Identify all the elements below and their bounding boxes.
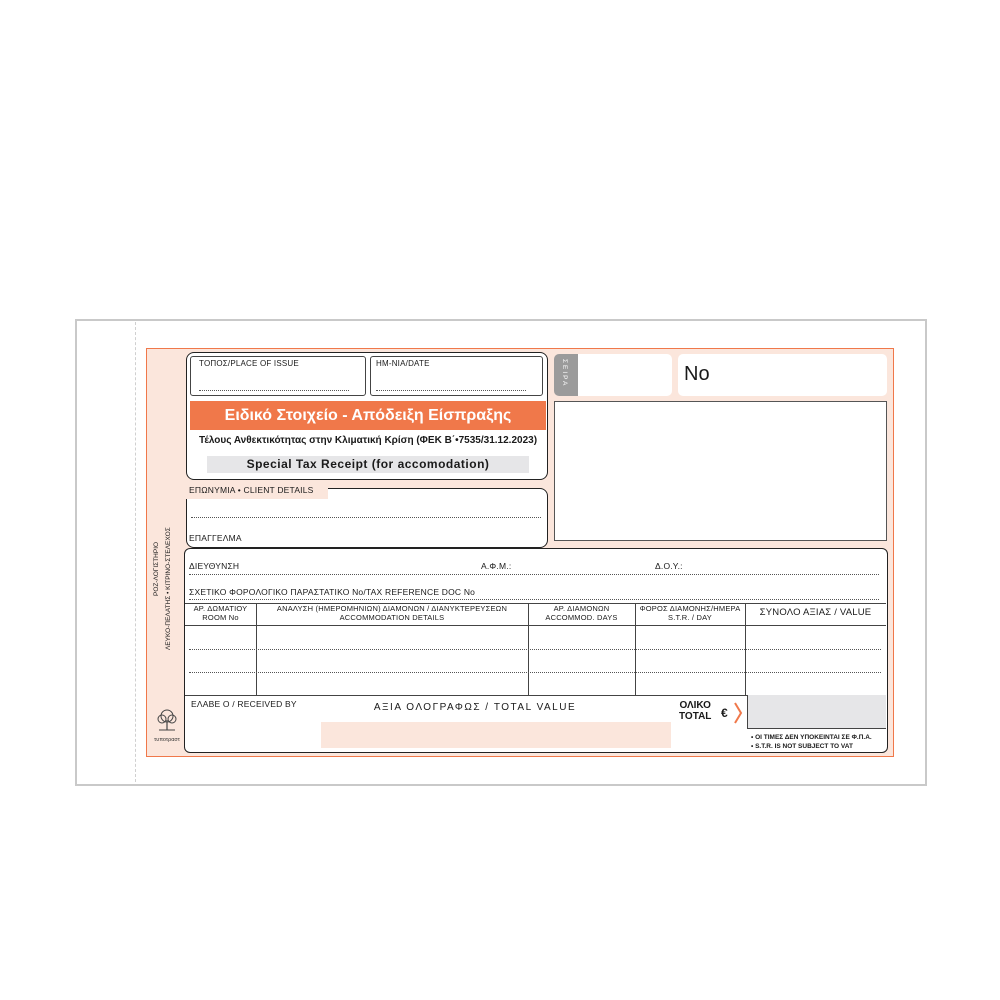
tax-office-label: Δ.Ο.Υ.: <box>655 561 683 571</box>
occupation-label: ΕΠΑΓΓΕΛΜΑ <box>189 533 242 543</box>
total-words-field[interactable] <box>321 722 671 748</box>
place-dots <box>199 390 349 391</box>
main-form-box <box>184 548 888 753</box>
place-of-issue-field[interactable] <box>190 356 366 396</box>
copy-distribution-line1: ΡΟΖ-ΛΟΓΙΣΤΗΡΙΟ <box>153 541 160 596</box>
total-amount-field[interactable] <box>747 695 886 729</box>
total-label: ΟΛΙΚΟ TOTAL <box>679 700 712 722</box>
date-field[interactable] <box>370 356 543 396</box>
english-title: Special Tax Receipt (for accomodation) <box>207 456 529 473</box>
brand-name: τυποτραστ <box>154 737 180 743</box>
perforation-line <box>135 322 136 782</box>
col-room-header: ΑΡ. ΔΩΜΑΤΙΟΥ ROOM No <box>193 604 248 622</box>
client-name-label: ΕΠΩΝΥΜΙΑ • CLIENT DETAILS <box>189 485 314 495</box>
number-label: No <box>684 363 710 385</box>
col-str-header: ΦΟΡΟΣ ΔΙΑΜΟΝΗΣ/ΗΜΕΡΑ S.T.R. / DAY <box>639 604 741 622</box>
col-value-header: ΣΥΝΟΛΟ ΑΞΙΑΣ / VALUE <box>759 607 872 618</box>
col-details-header: ΑΝΑΛΥΣΗ (ΗΜΕΡΟΜΗΝΙΩΝ) ΔΙΑΜΟΝΩΝ / ΔΙΑΝΥΚΤΕΡΕΥΣΕΩΝ ACCOMMODATION DETAILS <box>276 604 508 622</box>
reference-label: ΣΧΕΤΙΚΟ ΦΟΡΟΛΟΓΙΚΟ ΠΑΡΑΣΤΑΤΙΚΟ No/TAX REFERENCE DOC No <box>189 587 476 597</box>
number-field[interactable] <box>678 354 887 396</box>
place-label: ΤΟΠΟΣ/PLACE OF ISSUE <box>199 359 299 368</box>
series-field[interactable] <box>578 354 672 396</box>
total-words-label: ΑΞΙΑ ΟΛΟΓΡΑΦΩΣ / TOTAL VALUE <box>373 702 577 713</box>
vat-notes: • ΟΙ ΤΙΜΕΣ ΔΕΝ ΥΠΟΚΕΙΝΤΑΙ ΣΕ Φ.Π.Α. • S.T.R. IS NOT SUBJECT TO VAT <box>751 734 872 750</box>
reference-dots <box>189 599 879 600</box>
tree-icon <box>151 708 183 732</box>
address-label: ΔΙΕΥΘΥΝΣΗ <box>189 561 240 571</box>
col-days-header: ΑΡ. ΔΙΑΜΟΝΩΝ ACCOMMOD. DAYS <box>545 604 618 622</box>
address-dots <box>189 574 879 575</box>
currency-symbol: € <box>721 706 728 720</box>
document-subtitle: Τέλους Ανθεκτικότητας στην Κλιματική Κρίση (ΦΕΚ Β΄•7535/31.12.2023) <box>198 435 538 446</box>
table-row[interactable] <box>189 649 881 650</box>
series-label: ΣΕΙΡΑ <box>561 359 568 388</box>
received-by-label: ΕΛΑΒΕ Ο / RECEIVED BY <box>191 699 297 709</box>
vat-label: Α.Φ.Μ.: <box>481 561 512 571</box>
document-title: Ειδικό Στοιχείο - Απόδειξη Είσπραξης <box>190 401 546 430</box>
date-dots <box>376 390 526 391</box>
client-name-dots <box>191 517 541 518</box>
copy-distribution-line2: ΛΕΥΚΟ-ΠΕΛΑΤΗΣ • ΚΙΤΡΙΝΟ-ΣΤΕΛΕΧΟΣ <box>165 527 172 650</box>
client-details-box <box>186 485 548 548</box>
brand-logo <box>151 708 183 743</box>
table-row[interactable] <box>189 672 881 673</box>
stamp-area[interactable] <box>554 401 887 541</box>
chevron-right-icon <box>733 701 743 725</box>
series-tab <box>554 354 578 396</box>
date-label: ΗΜ-ΝΙΑ/DATE <box>376 359 430 368</box>
